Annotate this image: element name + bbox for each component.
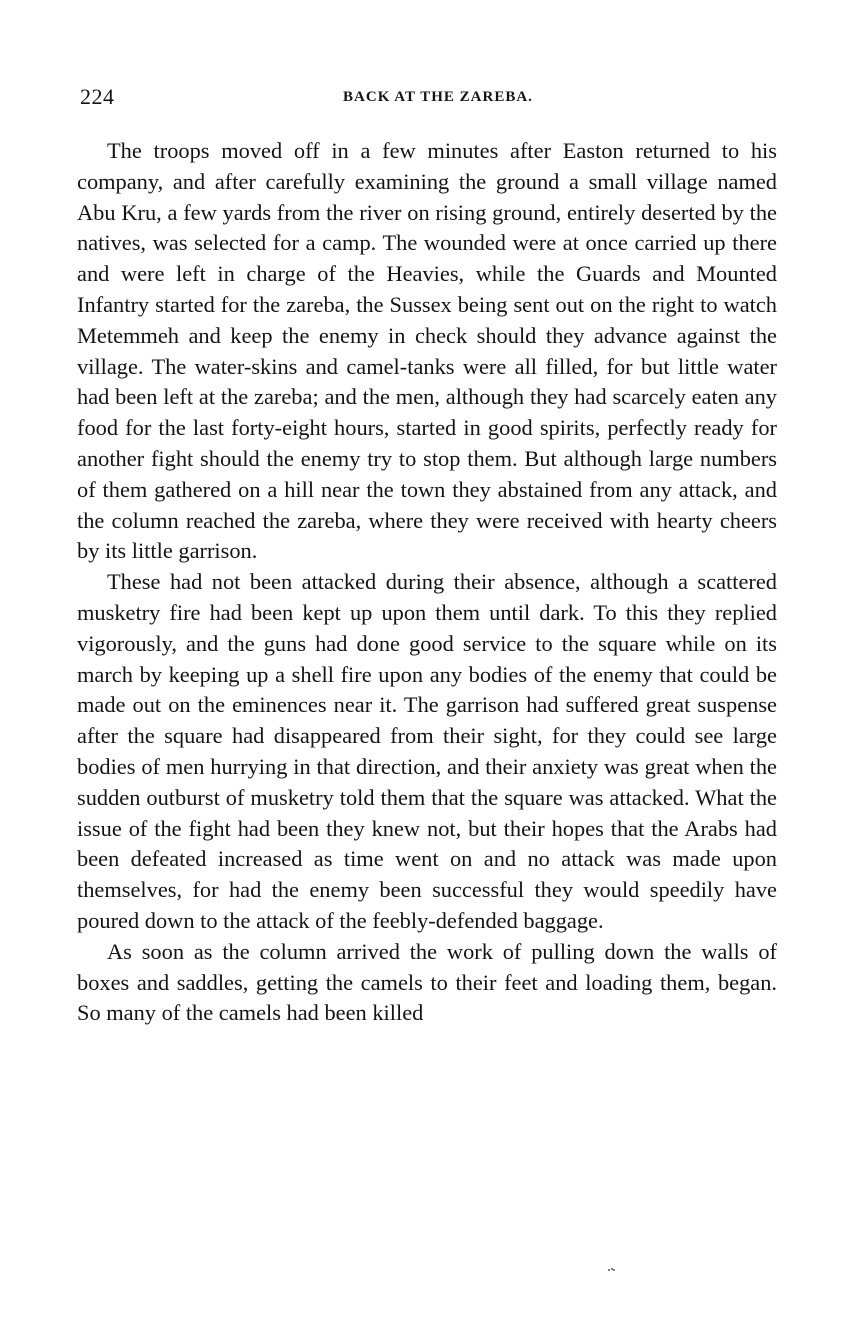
running-title: BACK AT THE ZAREBA. — [343, 89, 533, 105]
paragraph: As soon as the column arrived the work of pulling down the walls of boxes and saddles, getting the camels to their feet and loading them, began. So many of the camels had been killed — [77, 938, 777, 1026]
paragraph: The troops moved off in a few minutes after Easton returned to his company, and after carefully examining the ground a small village named Abu Kru, a few yards from the river on rising ground, entirely deserted by the natives, was selected for a camp. The wounded were at once carried up there and were left in charge of the Heavies, while the Guards and Mounted Infantry started for the zareba, the Sussex being sent out on the right to watch Metemmeh and keep the enemy in check should they advance against the village. The water-skins and camel-tanks were all filled, for but little water had been left at the zareba; and the men, although they had scarcely eaten any food for the last forty-eight hours, started in good spirits, perfectly ready for another fight should the enemy try to stop them. But although large numbers of them gathered on a hill near the town they abstained from any attack, and the column reached the zareba, where they were received with hearty cheers by its little garrison. — [77, 138, 777, 564]
page-number: 224 — [80, 84, 115, 109]
paragraph: These had not been attacked during their absence, although a scattered musketry fire had been kept up upon them until dark. To this they replied vigorously, and the guns had done good service to the square while on its march by keeping up a shell fire upon any bodies of the enemy that could be made out on the eminences near it. The garrison had suffered great suspense after the square had disappeared from their sight, for they could see large bodies of men hurrying in that direction, and their anxiety was great when the sudden outburst of musketry told them that the square was attacked. What the issue of the fight had been they knew not, but their hopes that the Arabs had been defeated increased as time went on and no attack was made upon themselves, for had the enemy been successful they would speedily have poured down to the attack of the feebly-defended baggage. — [77, 569, 777, 933]
page-header — [80, 84, 776, 114]
body-text — [77, 136, 777, 1029]
ink-speck — [608, 1268, 615, 1271]
